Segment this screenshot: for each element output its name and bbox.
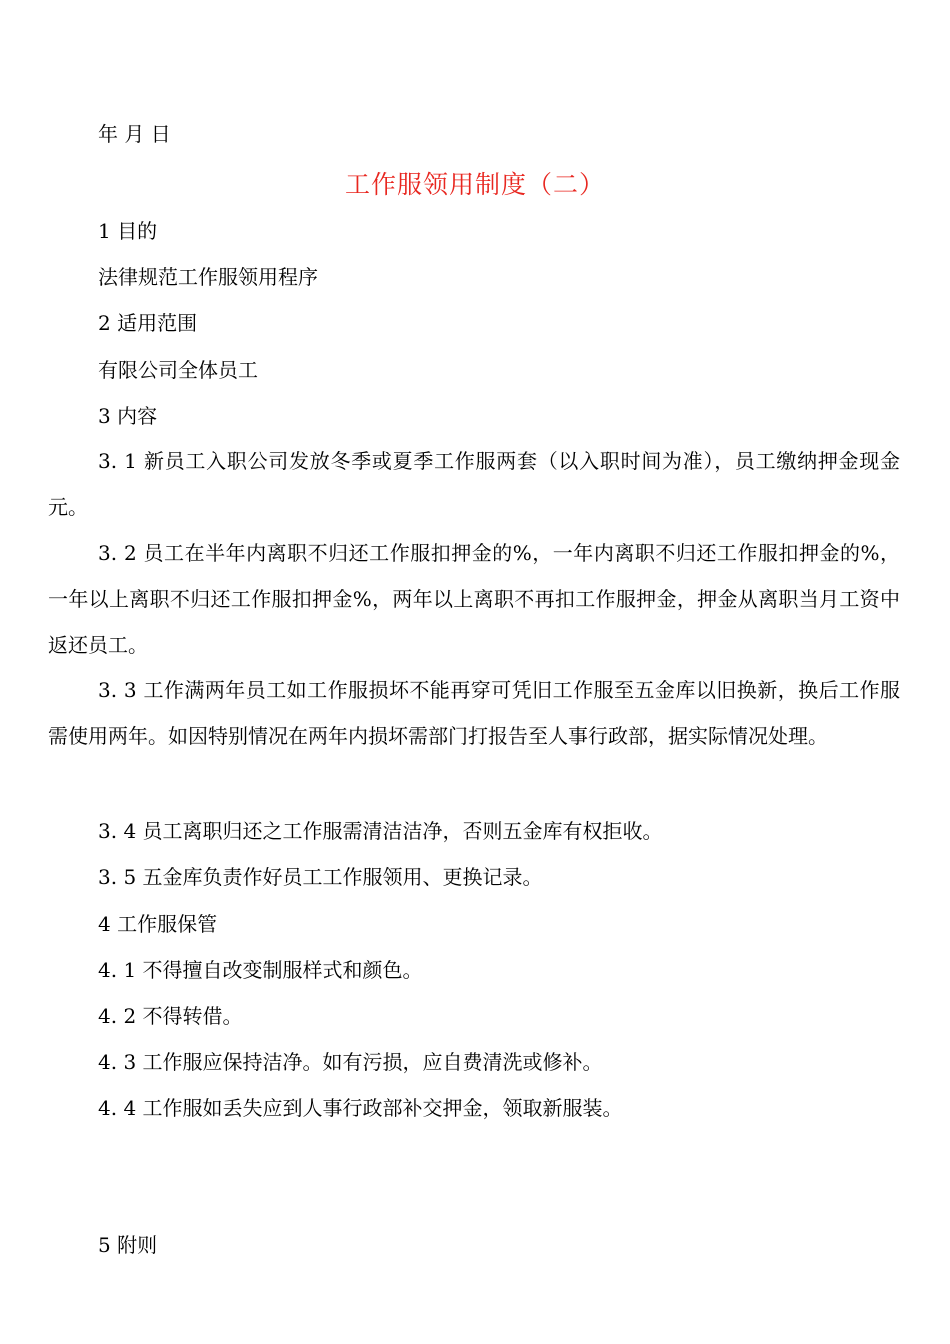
paragraph-4-4: 4. 4 工作服如丢失应到人事行政部补交押金，领取新服装。: [98, 1096, 623, 1120]
section-2-heading: 2 适用范围: [98, 311, 198, 335]
paragraph-4-1: 4. 1 不得擅自改变制服样式和颜色。: [98, 958, 423, 982]
section-3-heading: 3 内容: [98, 404, 158, 428]
paragraph-3-3: 3. 3 工作满两年员工如工作服损坏不能再穿可凭旧工作服至五金库以旧换新，换后工作服需使用两年。如因特别情况在两年内损坏需部门打报告至人事行政部，据实际情况处理。: [48, 678, 900, 748]
paragraph-3-2: 3. 2 员工在半年内离职不归还工作服扣押金的%，一年内离职不归还工作服扣押金的%，一年以上离职不归还工作服扣押金%，两年以上离职不再扣工作服押金，押金从离职当月工资中返还员工。: [48, 541, 900, 657]
section-2-text: 有限公司全体员工: [98, 358, 258, 382]
section-1-text: 法律规范工作服领用程序: [98, 265, 318, 289]
section-1-heading: 1 目的: [98, 219, 158, 243]
document-title: 工作服领用制度（二）: [344, 170, 605, 199]
paragraph-3-1: 3. 1 新员工入职公司发放冬季或夏季工作服两套（以入职时间为准），员工缴纳押金现金 元。: [48, 449, 900, 519]
paragraph-3-5: 3. 5 五金库负责作好员工工作服领用、更换记录。: [98, 865, 543, 889]
section-4-heading: 4 工作服保管: [98, 912, 218, 936]
date-line: 年 月 日: [98, 122, 171, 146]
paragraph-3-4: 3. 4 员工离职归还之工作服需清洁洁净，否则五金库有权拒收。: [98, 819, 663, 843]
paragraph-4-2: 4. 2 不得转借。: [98, 1004, 243, 1028]
section-5-heading: 5 附则: [98, 1233, 158, 1257]
paragraph-4-3: 4. 3 工作服应保持洁净。如有污损，应自费清洗或修补。: [98, 1050, 603, 1074]
